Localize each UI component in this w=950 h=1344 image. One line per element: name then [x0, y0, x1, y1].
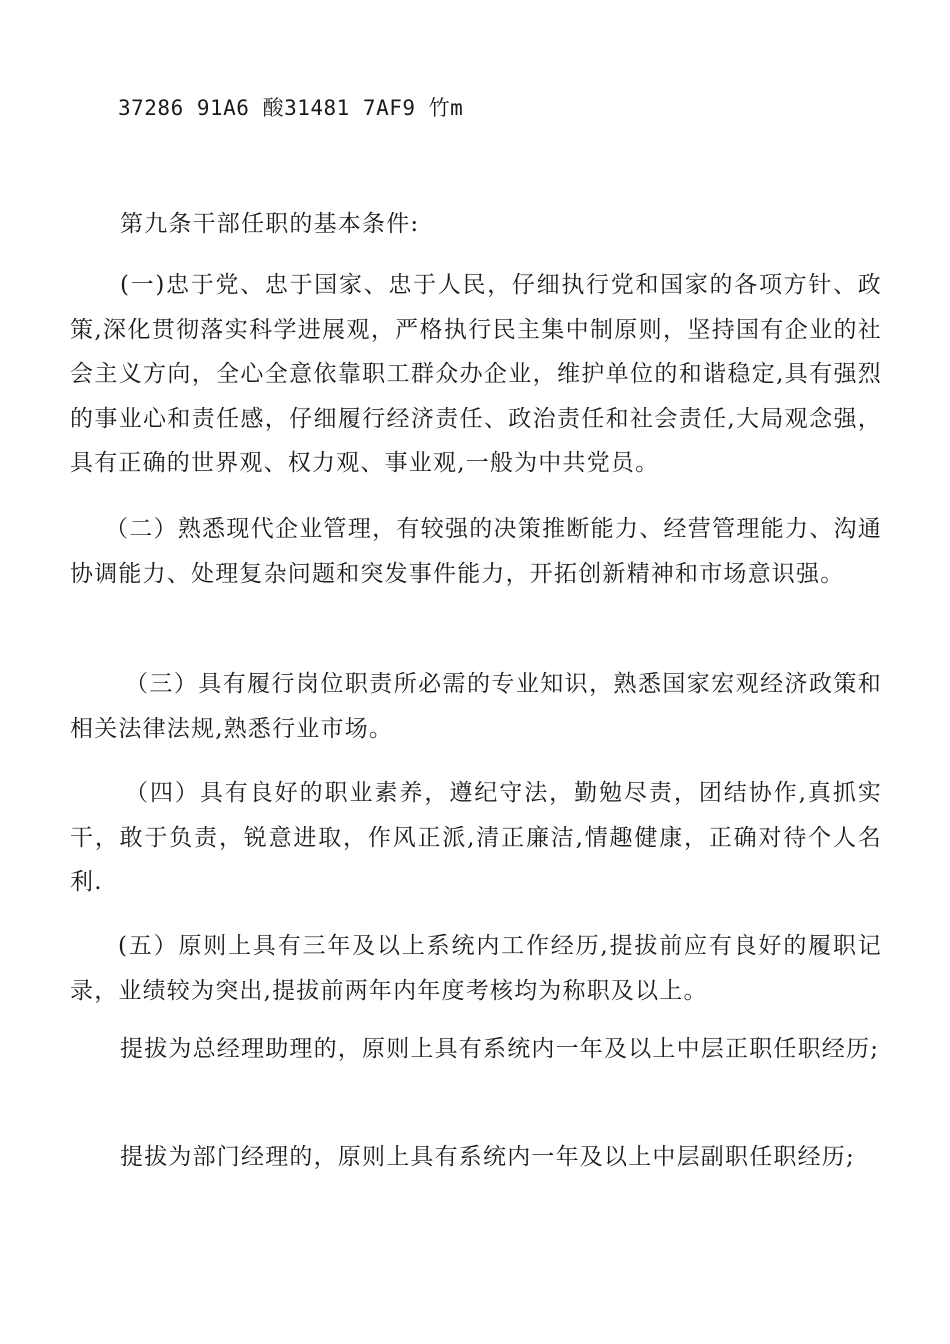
paragraph-4: （四）具有良好的职业素养，遵纪守法，勤勉尽责，团结协作,真抓实干，敢于负责，锐意进取，作风正派,清正廉洁,情趣健康，正确对待个人名利.: [70, 780, 882, 895]
paragraph-2: （二）熟悉现代企业管理，有较强的决策推断能力、经营管理能力、沟通协调能力、处理复杂问题和突发事件能力，开拓创新精神和市场意识强。: [70, 516, 882, 587]
paragraph-1: (一)忠于党、忠于国家、忠于人民，仔细执行党和国家的各项方针、政策,深化贯彻落实科学进展观，严格执行民主集中制原则，坚持国有企业的社会主义方向，全心全意依靠职工群众办企业，维护单位的和谐稳定,具有强烈的事业心和责任感，仔细履行经济责任、政治责任和社会责任,大局观念强，具有正确的世界观、权力观、事业观,一般为中共党员。: [70, 272, 882, 476]
header-code: 37286 91A6 酸31481 7AF9 竹m: [118, 96, 464, 120]
paragraph-6: 提拔为总经理助理的，原则上具有系统内一年及以上中层正职任职经历;: [120, 1036, 880, 1062]
paragraph-7: 提拔为部门经理的，原则上具有系统内一年及以上中层副职任职经历;: [120, 1144, 855, 1170]
paragraph-3: （三）具有履行岗位职责所必需的专业知识，熟悉国家宏观经济政策和相关法律法规,熟悉行业市场。: [70, 671, 882, 742]
article-title: 第九条干部任职的基本条件:: [120, 211, 420, 237]
paragraph-5: (五）原则上具有三年及以上系统内工作经历,提拔前应有良好的履职记录，业绩较为突出,提拔前两年内年度考核均为称职及以上。: [70, 933, 882, 1004]
